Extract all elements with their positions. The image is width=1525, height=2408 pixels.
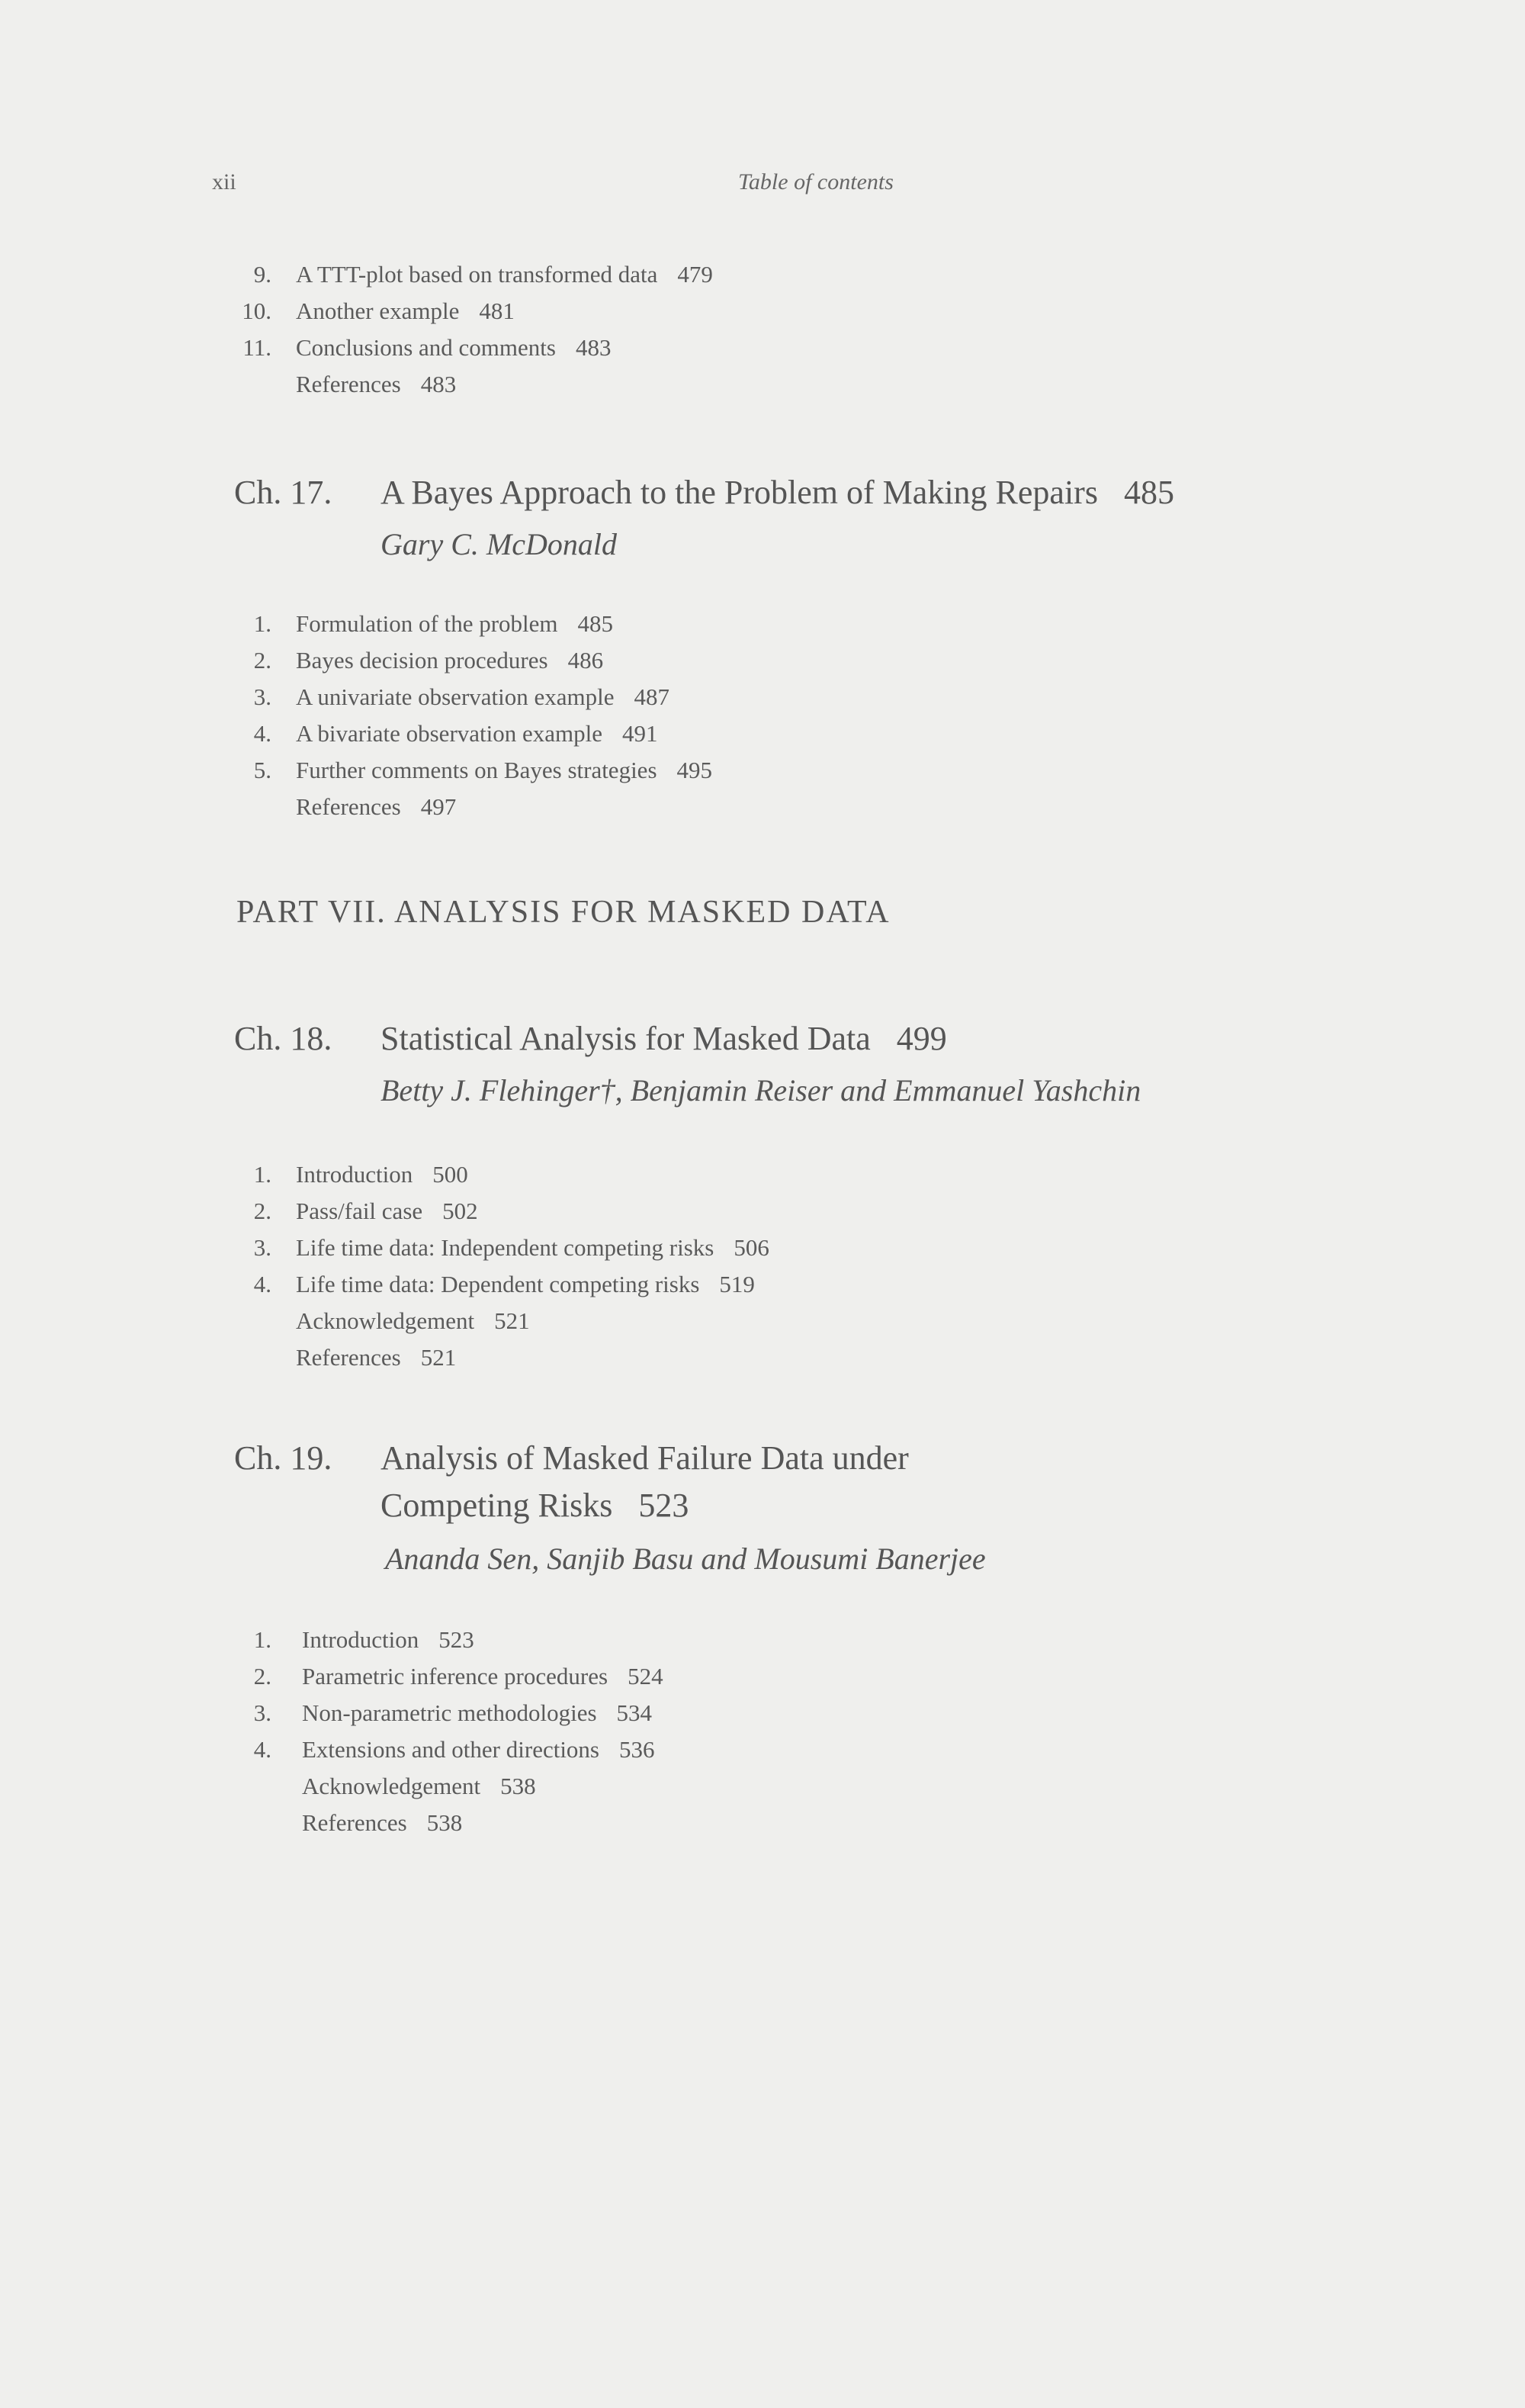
section-title: Life time data: Independent competing risks	[296, 1234, 714, 1261]
chapter-heading[interactable]	[234, 473, 1378, 516]
page-number: xii	[212, 169, 236, 195]
chapter-title: A Bayes Approach to the Problem of Making Repairs	[380, 474, 1098, 511]
section-number: 1.	[253, 1161, 271, 1188]
section-number: 3.	[253, 1699, 271, 1726]
chapter-author: Gary C. McDonald	[380, 527, 617, 561]
section-number: 4.	[253, 1271, 271, 1297]
section-title: Acknowledgement	[296, 1307, 475, 1334]
section-page: 497	[420, 793, 457, 820]
section-title: A bivariate observation example	[296, 720, 603, 747]
section-title: Extensions and other directions	[302, 1736, 599, 1763]
section-title: Life time data: Dependent competing risks	[296, 1271, 700, 1297]
section-page: 538	[426, 1809, 463, 1836]
section-title: References	[296, 793, 401, 820]
chapter-title-continued: Competing Risks	[380, 1487, 613, 1524]
chapter-heading[interactable]	[234, 1439, 1378, 1530]
running-title: Table of contents	[738, 169, 894, 195]
section-page: 500	[432, 1161, 468, 1188]
section-page: 483	[575, 334, 612, 361]
section-page: 506	[734, 1234, 769, 1261]
chapter-author: Betty J. Flehinger†, Benjamin Reiser and Emmanuel Yashchin	[380, 1073, 1141, 1108]
section-title: References	[302, 1809, 407, 1836]
section-number: 2.	[253, 1198, 271, 1224]
section-page: 534	[616, 1699, 653, 1726]
section-number: 11.	[242, 334, 271, 361]
section-title: Conclusions and comments	[296, 334, 556, 361]
chapter-author: Ananda Sen, Sanjib Basu and Mousumi Banerjee	[385, 1542, 986, 1576]
section-page: 523	[438, 1626, 474, 1653]
section-title: Introduction	[296, 1161, 413, 1188]
section-number: 2.	[253, 647, 271, 674]
section-number: 5.	[253, 757, 271, 783]
section-number: 1.	[253, 610, 271, 637]
chapter-page: 485	[1123, 474, 1174, 511]
section-title: References	[296, 371, 401, 397]
section-title: A univariate observation example	[296, 683, 615, 710]
section-title: Formulation of the problem	[296, 610, 558, 637]
section-number: 1.	[253, 1626, 271, 1653]
chapter-page: 523	[638, 1487, 689, 1524]
section-page: 479	[677, 261, 713, 288]
section-page: 491	[622, 720, 658, 747]
chapter-page: 499	[896, 1020, 947, 1057]
section-title: Parametric inference procedures	[302, 1663, 608, 1689]
section-title: Pass/fail case	[296, 1198, 423, 1224]
section-page: 519	[719, 1271, 755, 1297]
section-page: 536	[619, 1736, 655, 1763]
section-title: References	[296, 1344, 401, 1371]
section-number: 3.	[253, 1234, 271, 1261]
chapter-label: Ch. 19.	[234, 1439, 332, 1477]
section-title: Further comments on Bayes strategies	[296, 757, 657, 783]
chapter-label: Ch. 18.	[234, 1020, 332, 1057]
section-page: 521	[494, 1307, 530, 1334]
section-number: 2.	[253, 1663, 271, 1689]
section-number: 4.	[253, 1736, 271, 1763]
section-title: A TTT-plot based on transformed data	[296, 261, 658, 288]
section-page: 538	[500, 1773, 536, 1799]
section-page: 487	[634, 683, 670, 710]
part-heading[interactable]: PART VII. ANALYSIS FOR MASKED DATA	[236, 895, 891, 930]
chapter-title: Statistical Analysis for Masked Data	[380, 1020, 871, 1057]
section-title: Acknowledgement	[302, 1773, 481, 1799]
section-number: 9.	[253, 261, 271, 288]
section-page: 483	[420, 371, 457, 397]
section-title: Non-parametric methodologies	[302, 1699, 597, 1726]
section-title: Bayes decision procedures	[296, 647, 548, 674]
section-page: 524	[628, 1663, 663, 1689]
chapter-label: Ch. 17.	[234, 474, 332, 511]
section-title: Another example	[296, 297, 460, 324]
section-page: 502	[442, 1198, 478, 1224]
section-page: 485	[577, 610, 614, 637]
section-page: 481	[479, 297, 515, 324]
chapter-heading[interactable]	[234, 1019, 1378, 1062]
section-page: 521	[420, 1344, 457, 1371]
section-number: 4.	[253, 720, 271, 747]
section-number: 10.	[242, 297, 271, 324]
chapter-title: Analysis of Masked Failure Data under	[380, 1439, 909, 1477]
section-page: 486	[567, 647, 604, 674]
section-title: Introduction	[302, 1626, 419, 1653]
section-page: 495	[676, 757, 713, 783]
section-number: 3.	[253, 683, 271, 710]
